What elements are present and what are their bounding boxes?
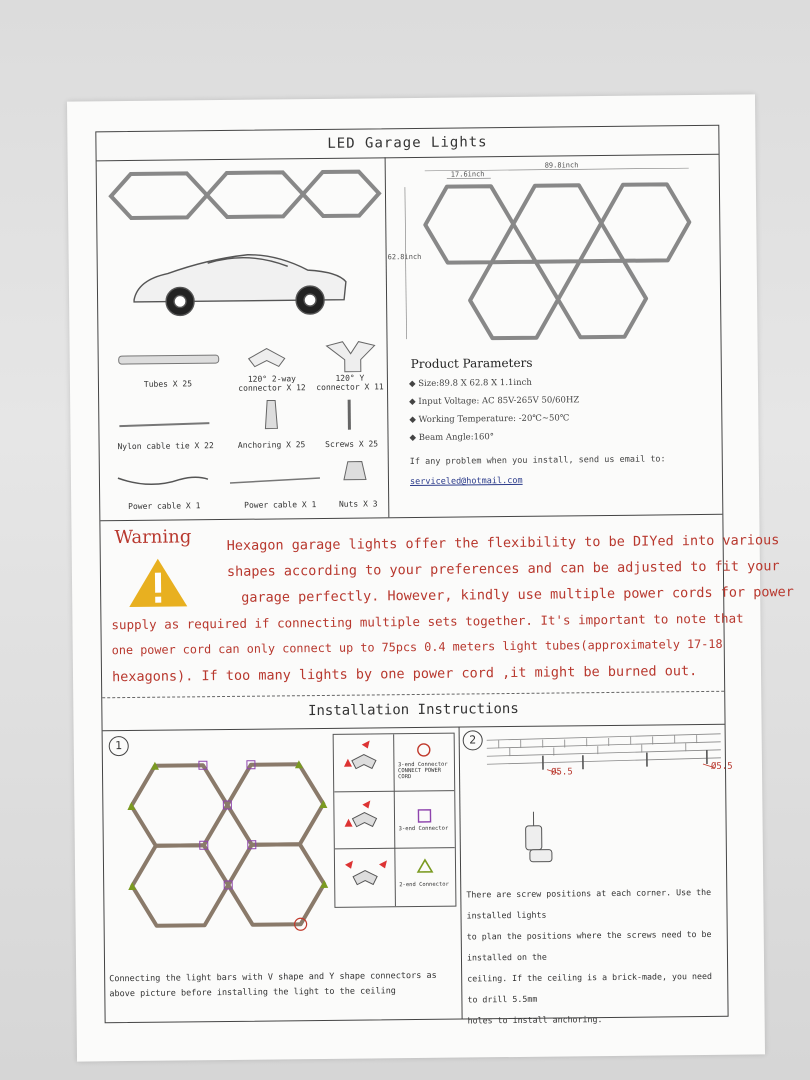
y-connector-icon: [327, 341, 375, 372]
drill-size-label-2: Ø5.5: [710, 761, 733, 772]
power-cable-label: Power cable X 1: [128, 501, 201, 512]
step-1-caption: [109, 969, 459, 1003]
sheet-frame: [95, 125, 794, 1026]
inner-dimension: 17.6inch: [450, 170, 485, 179]
step-1-badge: 1: [109, 736, 129, 756]
contact-text: If any problem when you install, send us email to:: [409, 454, 666, 468]
installation-title: Installation Instructions: [102, 690, 724, 732]
page-title: LED Garage Lights: [96, 126, 718, 162]
warning-icon: [127, 556, 190, 609]
two-way-connector-label: 120° 2-way connector X 12: [238, 374, 306, 393]
param-beam-angle-text: Beam Angle:160°: [418, 432, 495, 443]
screws-label: Screws X 25: [325, 439, 379, 449]
step-2-caption-line-3: ceiling. If the ceiling is a brick-made, you need to drill 5.5mm: [467, 970, 713, 1005]
param-size: [409, 378, 532, 389]
step-2-badge: 2: [463, 730, 483, 750]
bullet-icon: ◆: [409, 414, 416, 426]
connector-label-1: 3-end Connector CONNECT POWER CORD: [397, 761, 448, 781]
anchoring-label: Anchoring X 25: [237, 440, 306, 450]
installation-step-1: [103, 727, 463, 1023]
param-temperature-text: Working Temperature: -20℃~50℃: [418, 413, 570, 425]
tube-icon: [119, 355, 219, 364]
bullet-icon: ◆: [409, 396, 416, 408]
bullet-icon: ◆: [408, 378, 416, 390]
bullet-icon: ◆: [409, 432, 417, 444]
warning-section: [100, 514, 794, 699]
connector-label-2: 3-end Connector: [398, 825, 449, 833]
step-1-caption-line-2: above picture before installing the light to the ceiling: [109, 986, 396, 1000]
y-connector-label: 120° Y connector X 11: [316, 373, 384, 393]
support-email-link[interactable]: serviceled@hotmail.com: [409, 475, 523, 488]
parameters-panel: [385, 154, 723, 517]
hexagon-lights-icon: [111, 171, 379, 218]
param-voltage: [409, 395, 579, 407]
step-2-caption-line-2: to plan the positions where the screws need to be installed on the: [466, 928, 712, 963]
power-cable-2-icon: [230, 478, 320, 483]
connector-label-3: 2-end Connector: [399, 881, 449, 889]
drill-size-label-1: Ø5.5: [550, 767, 573, 778]
param-voltage-text: Input Voltage: AC 85V-265V 50/60HZ: [418, 395, 580, 407]
connector-legend: [333, 733, 457, 908]
cable-tie-label: Nylon cable tie X 22: [117, 441, 214, 452]
accessories-illustration: [97, 157, 389, 520]
width-dimension: 89.8inch: [544, 161, 579, 170]
cable-tie-icon: [119, 423, 209, 426]
param-beam-angle: [409, 432, 494, 443]
hexagon-layout-drawing: [103, 744, 335, 946]
parameters-title: Product Parameters: [410, 355, 533, 372]
height-dimension: 62.8inch: [387, 252, 422, 262]
warning-line-1: Hexagon garage lights offer the flexibility to be DIYed into various: [226, 532, 780, 554]
warning-line-6: hexagons). If too many lights by one power cord ,it might be burned out.: [111, 663, 698, 686]
param-size-text: Size:89.8 X 62.8 X 1.1inch: [418, 377, 532, 389]
warning-line-5: one power cord can only connect up to 75pcs 0.4 meters light tubes(approximately 17-18: [111, 636, 723, 658]
accessories-panel: [97, 157, 390, 520]
warning-line-2: shapes according to your preferences and can be adjusted to fit your: [226, 558, 780, 580]
nuts-label: Nuts X 3: [338, 499, 378, 509]
step-2-caption-line-4: holes to install anchoring.: [467, 1014, 603, 1026]
ceiling-drawing: [459, 724, 726, 867]
car-icon: [134, 254, 347, 316]
step-2-caption-line-1: There are screw positions at each corner. Use the installed lights: [466, 886, 712, 921]
nut-icon: [344, 462, 366, 480]
warning-title: Warning: [114, 526, 192, 549]
dimension-drawing: [385, 154, 721, 347]
warning-line-4: supply as required if connecting multiple sets together. It's important to note that: [111, 610, 744, 633]
drill-icon: [525, 812, 552, 862]
tubes-label: Tubes X 25: [143, 379, 193, 389]
power-cable-2-label: Power cable X 1: [244, 500, 317, 510]
anchor-icon: [265, 400, 277, 428]
step-2-caption: [466, 882, 726, 1032]
power-cable-icon: [118, 477, 208, 484]
two-way-connector-icon: [249, 348, 285, 366]
param-temperature: [409, 413, 569, 425]
instruction-sheet: [67, 94, 794, 1061]
step-1-caption-line-1: Connecting the light bars with V shape and Y shape connectors as: [109, 970, 437, 985]
warning-line-3: garage perfectly. However, kindly use multiple power cords for power: [241, 584, 794, 606]
installation-step-2: [459, 724, 733, 1026]
